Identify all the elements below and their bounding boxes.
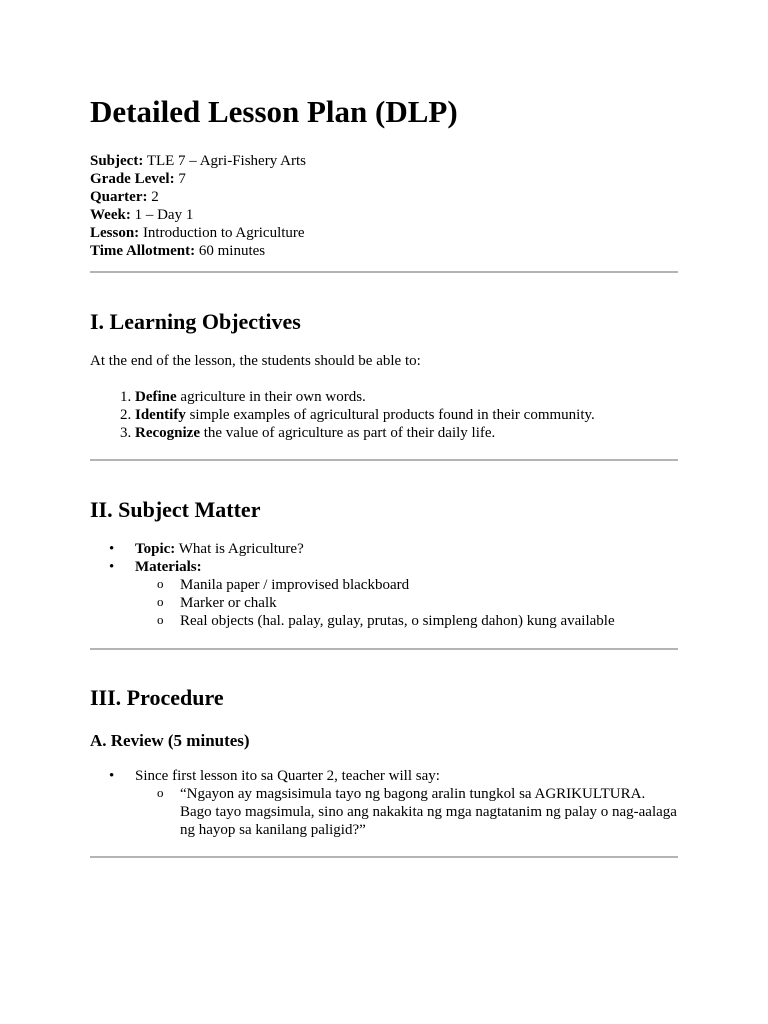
list-item-materials bbox=[135, 558, 678, 630]
lesson-meta bbox=[90, 152, 678, 260]
section-procedure bbox=[90, 685, 678, 711]
objectives-list-block bbox=[90, 388, 678, 442]
review-sub-list bbox=[135, 785, 678, 839]
review-heading-block bbox=[90, 731, 678, 751]
objective-verb: Recognize bbox=[135, 425, 200, 441]
meta-time-allotment bbox=[90, 242, 678, 260]
material-item: o Marker or chalk bbox=[180, 594, 678, 612]
list-item-topic bbox=[135, 540, 678, 558]
meta-grade-level bbox=[90, 170, 678, 188]
review-list-block bbox=[90, 767, 678, 839]
meta-value: 60 minutes bbox=[198, 243, 266, 259]
meta-label: Lesson: bbox=[90, 225, 140, 241]
meta-value: Introduction to Agriculture bbox=[142, 225, 305, 241]
section-divider bbox=[90, 459, 678, 461]
meta-quarter bbox=[90, 188, 678, 206]
meta-label: Time Allotment: bbox=[90, 243, 196, 259]
meta-subject bbox=[90, 152, 678, 170]
meta-lesson bbox=[90, 224, 678, 242]
meta-label: Grade Level: bbox=[90, 171, 175, 187]
section-learning-objectives bbox=[90, 309, 678, 335]
objective-item bbox=[135, 424, 678, 442]
subject-matter-list-block bbox=[90, 540, 678, 630]
objectives-intro: At the end of the lesson, the students should be able to: bbox=[90, 353, 421, 369]
meta-value: 2 bbox=[151, 189, 159, 205]
objectives-list bbox=[90, 388, 678, 442]
section-heading: III. Procedure bbox=[90, 685, 224, 710]
material-item: o Manila paper / improvised blackboard bbox=[180, 576, 678, 594]
review-item-text: Since first lesson ito sa Quarter 2, teacher will say: bbox=[135, 768, 440, 784]
topic-label: Topic: bbox=[135, 541, 176, 557]
subject-matter-list bbox=[90, 540, 678, 630]
objective-verb: Identify bbox=[135, 407, 186, 423]
objective-text: simple examples of agricultural products found in their community. bbox=[185, 407, 595, 423]
materials-label: Materials: bbox=[135, 559, 202, 575]
section-heading: II. Subject Matter bbox=[90, 497, 261, 522]
meta-label: Quarter: bbox=[90, 189, 148, 205]
subsection-heading: A. Review (5 minutes) bbox=[90, 731, 250, 750]
objective-verb: Define bbox=[135, 389, 177, 405]
section-heading: I. Learning Objectives bbox=[90, 309, 301, 334]
meta-value: 1 – Day 1 bbox=[134, 207, 194, 223]
materials-list bbox=[135, 576, 678, 630]
page-title: Detailed Lesson Plan (DLP) bbox=[90, 94, 458, 129]
material-item: o Real objects (hal. palay, gulay, prutas, o simpleng dahon) kung available bbox=[180, 612, 678, 630]
section-subject-matter bbox=[90, 497, 678, 523]
objective-text: agriculture in their own words. bbox=[176, 389, 366, 405]
meta-label: Week: bbox=[90, 207, 131, 223]
topic-value: What is Agriculture? bbox=[175, 541, 304, 557]
meta-value: 7 bbox=[178, 171, 186, 187]
objectives-intro-block bbox=[90, 352, 678, 370]
meta-label: Subject: bbox=[90, 153, 144, 169]
review-quote: o “Ngayon ay magsisimula tayo ng bagong aralin tungkol sa AGRIKULTURA. Bago tayo magsimula, sino ang nakakita ng mga nagtatanim ng palay o nag-aalaga ng hayop sa kanilang paligid?” bbox=[180, 785, 678, 839]
section-divider bbox=[90, 856, 678, 858]
section-divider bbox=[90, 648, 678, 650]
objective-item bbox=[135, 406, 678, 424]
objective-item bbox=[135, 388, 678, 406]
review-item bbox=[135, 767, 678, 839]
meta-week bbox=[90, 206, 678, 224]
objective-text: the value of agriculture as part of their daily life. bbox=[199, 425, 496, 441]
meta-value: TLE 7 – Agri-Fishery Arts bbox=[146, 153, 306, 169]
section-divider bbox=[90, 271, 678, 273]
review-list bbox=[90, 767, 678, 839]
